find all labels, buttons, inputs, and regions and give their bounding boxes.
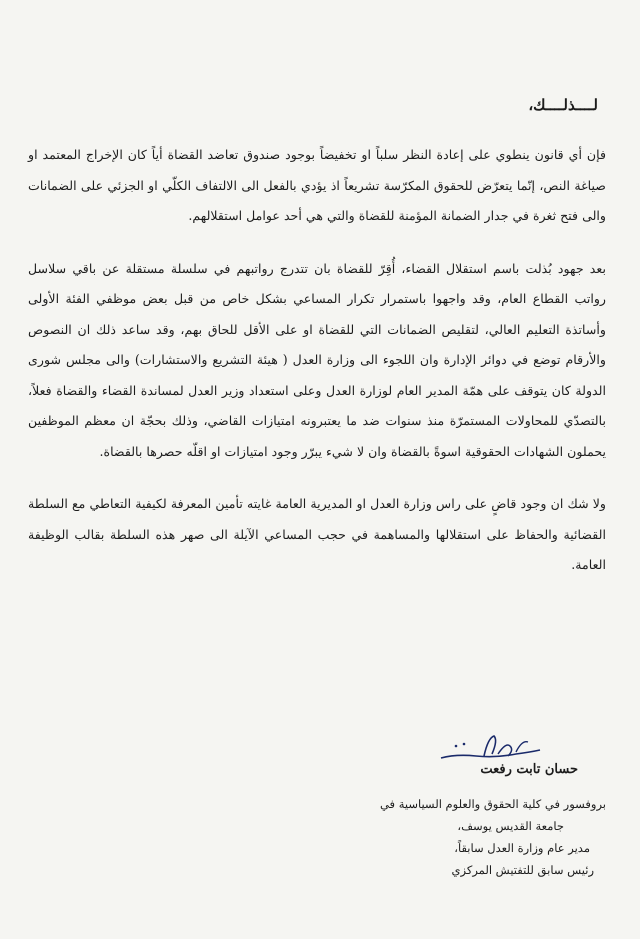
signer-name: حسان تابت رفعت [480,762,578,777]
signer-title-line: مدير عام وزارة العدل سابقاً، [454,841,590,855]
signature-block [306,732,606,881]
paragraph-3: ولا شك ان وجود قاضٍ على راس وزارة العدل او المديرية العامة غايته تأمين المعرفة لكيفية التعاطي مع السلطة القضائية والحفاظ على استقلالها والمساهمة في حجب المساعي الآيلة الى صهر هذه السلطة بقالب الوظيفة العامة. [28,496,606,572]
signer-title-line: بروفسور في كلية الحقوق والعلوم السياسية في [379,797,606,811]
signer-titles [306,793,606,881]
handwritten-signature-icon [436,728,546,768]
paragraph-2: بعد جهود بُذلت باسم استقلال القضاء، أُقِرّ للقضاة بان تتدرج رواتبهم في سلسلة مستقلة عن باقي سلاسل رواتب القطاع العام، وقد واجهوا باستمرار تكرار المساعي بشكل خاص من قبل بعض موظفي الفئة الأولى وأساتذة التعليم العالي، لتقليص الضمانات التي للقضاة او على الأقل للحاق بهم، وقد ساعد ذلك ان النصوص والأرقام توضع في دوائر الإدارة وان اللجوء الى وزارة العدل ( هيئة التشريع والاستشارات) والى مجلس شورى الدولة كان يتوقف على همّة المدير العام لوزارة العدل وعلى استعداد وزير العدل لمساندة القضاء والقضاة فعلاً، بالتصدّي للمحاولات المستمرّة منذ سنوات ضد ما يعتبرونه امتيازات القاضي، وذلك بحجّة ان معظم الموظفين يحملون الشهادات الحقوقية اسوةً بالقضاة وان لا شيء يبرّر وجود امتيازات او اقلّه حصرها بالقضاة. [28,260,606,459]
signer-title-line: جامعة القديس يوسف، [457,819,564,833]
signer-title-line: رئيس سابق للتفتيش المركزي [451,863,594,877]
paragraph-1: فإن أي قانون ينطوي على إعادة النظر سلباً او تخفيضاً بوجود صندوق تعاضد القضاة أياً كان الإخراج المعتمد او صياغة النص، إنّما يتعرّض للحقوق المكرّسة تشريعاً اذ يؤدي بالفعل الى الالتفاف الكلّي او الجزئي على الضمانات والى فتح ثغرة في جدار الضمانة المؤمنة للقضاة والتي هي أحد عوامل استقلالهم. [28,147,606,223]
section-heading: لــــذلــــك، [528,96,598,114]
